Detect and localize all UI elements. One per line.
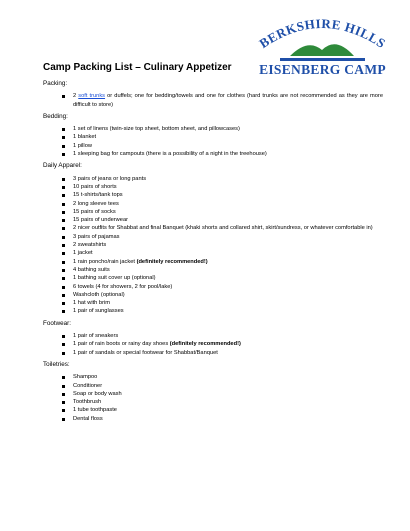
item-text: 1 jacket: [73, 250, 93, 257]
item-text: 10 pairs of shorts: [73, 183, 117, 190]
list-item: [43, 373, 383, 381]
list-item: [43, 291, 383, 299]
list-item: [43, 258, 383, 266]
bullet-icon: [62, 376, 65, 379]
list-item: [43, 133, 383, 141]
hills-icon: [290, 44, 354, 56]
logo-line-2: EISENBERG CAMP: [259, 62, 386, 77]
item-text: 1 bathing suit cover up (optional): [73, 275, 156, 282]
list-item: [43, 415, 383, 423]
item-text: 2 nicer outfits for Shabbat and final Banquet (khaki shorts and collared shirt, skirt/sundress, or whatever comfortable in): [73, 225, 373, 232]
bullet-icon: [62, 227, 65, 230]
item-text: 2 long sleeve tees: [73, 200, 119, 207]
bullet-icon: [62, 145, 65, 148]
item-text: Dental floss: [73, 415, 103, 422]
list-item: [43, 266, 383, 274]
item-text: 1 pillow: [73, 142, 92, 149]
bullet-icon: [62, 343, 65, 346]
item-text: 15 pairs of socks: [73, 208, 116, 215]
list-item: [43, 382, 383, 390]
list-item: [43, 208, 383, 216]
bullet-icon: [62, 219, 65, 222]
item-text: 1 tube toothpaste: [73, 407, 117, 414]
item-emphasis: (definitely recommended!): [169, 341, 241, 348]
bullet-icon: [62, 194, 65, 197]
bullet-icon: [62, 203, 65, 206]
item-list: [43, 175, 383, 316]
list-item: [43, 175, 383, 183]
bullet-icon: [62, 409, 65, 412]
camp-logo: [250, 8, 395, 80]
bullet-icon: [62, 236, 65, 239]
bullet-icon: [62, 418, 65, 421]
list-item: [43, 183, 383, 191]
bullet-icon: [62, 269, 65, 272]
item-text: 3 pairs of pajamas: [73, 233, 120, 240]
section: [43, 162, 383, 315]
item-text: Shampoo: [73, 374, 98, 381]
page-title: Camp Packing List – Culinary Appetizer: [43, 62, 232, 73]
item-text: 1 hat with brim: [73, 300, 110, 307]
list-item: [43, 191, 383, 199]
bullet-icon: [62, 153, 65, 156]
bullet-icon: [62, 211, 65, 214]
bullet-icon: [62, 294, 65, 297]
bullet-icon: [62, 261, 65, 264]
bullet-icon: [62, 310, 65, 313]
packing-list: [43, 80, 383, 423]
list-item: [43, 200, 383, 208]
list-item: [43, 224, 383, 232]
list-item: 2 soft trunks or duffels; one for bedding/towels and one for clothes (hard trunks are not recommended as they are more difficult to store): [43, 92, 383, 109]
item-text: 1 pair of sneakers: [73, 333, 119, 340]
list-item: [43, 406, 383, 414]
list-item: [43, 299, 383, 307]
list-item: [43, 142, 383, 150]
list-item: [43, 249, 383, 257]
list-item: [43, 283, 383, 291]
item-text: Toothbrush: [73, 399, 102, 406]
item-text: 4 bathing suits: [73, 266, 110, 273]
item-list: [43, 125, 383, 158]
bullet-icon: [62, 95, 65, 98]
section-heading: Toiletries:: [43, 360, 70, 368]
item-text: Washcloth (optional): [73, 291, 125, 298]
bullet-icon: [62, 128, 65, 131]
list-item: [43, 125, 383, 133]
item-text: 1 blanket: [73, 134, 97, 141]
list-item: [43, 150, 383, 158]
item-text: Soap or body wash: [73, 390, 122, 397]
list-item: [43, 241, 383, 249]
list-item: [43, 390, 383, 398]
bullet-icon: [62, 277, 65, 280]
list-item: [43, 307, 383, 315]
list-item: [43, 274, 383, 282]
section-heading: Bedding:: [43, 112, 68, 120]
bullet-icon: [62, 352, 65, 355]
item-text: 15 t-shirts/tank tops: [73, 192, 123, 199]
list-item: [43, 349, 383, 357]
item-text: 15 pairs of underwear: [73, 217, 129, 224]
item-list: [43, 332, 383, 357]
item-text: 3 pairs of jeans or long pants: [73, 175, 147, 182]
item-text: 2 sweatshirts: [73, 242, 107, 249]
item-text: 1 rain poncho/rain jacket: [73, 258, 137, 265]
item-text: Conditioner: [73, 382, 103, 389]
logo-line-1: BERKSHIRE HILLS: [256, 15, 389, 52]
bullet-icon: [62, 136, 65, 139]
bullet-icon: [62, 286, 65, 289]
soft-trunks-link[interactable]: soft trunks: [78, 93, 106, 100]
list-item: [43, 398, 383, 406]
bullet-icon: [62, 302, 65, 305]
section-heading: Daily Apparel:: [43, 162, 82, 170]
bullet-icon: [62, 335, 65, 338]
section: [43, 113, 383, 158]
item-list: [43, 92, 383, 109]
item-text: 1 pair of sunglasses: [73, 308, 124, 315]
list-item: [43, 216, 383, 224]
bullet-icon: [62, 178, 65, 181]
item-text: 6 towels (4 for showers, 2 for pool/lake): [73, 283, 173, 290]
item-list: [43, 373, 383, 423]
item-emphasis: (definitely recommended!): [136, 258, 208, 265]
item-text: 1 sleeping bag for campouts (there is a possibility of a night in the treehouse): [73, 151, 267, 158]
list-item: [43, 332, 383, 340]
section: [43, 320, 383, 357]
list-item: [43, 233, 383, 241]
bullet-icon: [62, 244, 65, 247]
item-text: 1 set of linens (twin-size top sheet, bottom sheet, and pillowcases): [73, 126, 240, 133]
item-text: 1 pair of rain boots or rainy day shoes: [73, 341, 170, 348]
bullet-icon: [62, 393, 65, 396]
list-item: [43, 340, 383, 348]
section: [43, 80, 383, 109]
section: [43, 361, 383, 423]
bullet-icon: [62, 252, 65, 255]
bullet-icon: [62, 186, 65, 189]
bullet-icon: [62, 401, 65, 404]
section-heading: Packing:: [43, 80, 68, 87]
svg-text:BERKSHIRE HILLS: [256, 16, 388, 51]
section-heading: Footwear:: [43, 319, 71, 327]
bullet-icon: [62, 385, 65, 388]
item-text: 1 pair of sandals or special footwear for Shabbat/Banquet: [73, 349, 218, 356]
